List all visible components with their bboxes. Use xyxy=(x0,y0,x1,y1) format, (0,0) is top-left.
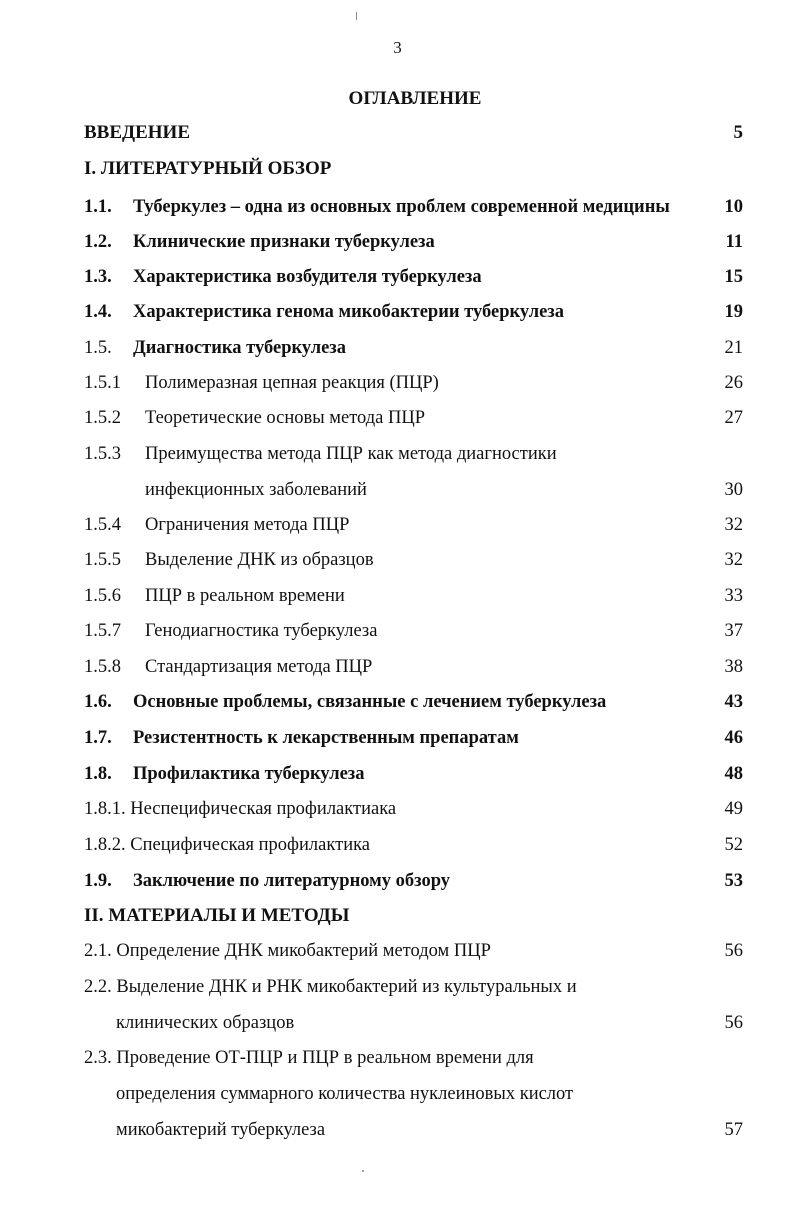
toc-entry-1-4 xyxy=(0,300,795,324)
toc-entry-1-5-1 xyxy=(0,371,795,395)
toc-entry-number: 1.4. xyxy=(84,302,112,322)
toc-entry-1-5-2 xyxy=(0,406,795,430)
toc-entry-text: Генодиагностика туберкулеза xyxy=(145,621,378,641)
toc-entry-page: 52 xyxy=(724,835,743,855)
toc-entry-1-3 xyxy=(0,265,795,289)
toc-entry-section-2 xyxy=(0,904,795,928)
toc-entry-text: 1.8.1. Неспецифическая профилактиака xyxy=(84,799,397,819)
toc-entry-number: 1.5.6 xyxy=(84,586,121,606)
toc-entry-page: 26 xyxy=(724,373,743,393)
toc-entry-text: II. МАТЕРИАЛЫ И МЕТОДЫ xyxy=(84,905,350,926)
toc-entry-page: 33 xyxy=(724,586,743,606)
page-title: ОГЛАВЛЕНИЕ xyxy=(348,88,482,109)
toc-entry-text: Стандартизация метода ПЦР xyxy=(145,657,373,677)
toc-entry-number: 1.5.8 xyxy=(84,657,121,677)
toc-entry-text: Преимущества метода ПЦР как метода диагностики xyxy=(145,444,557,464)
toc-entry-2-2 xyxy=(0,975,795,999)
toc-entry-1-5-8 xyxy=(0,655,795,679)
toc-entry-text: Профилактика туберкулеза xyxy=(133,764,365,784)
toc-entry-number: 1.2. xyxy=(84,232,112,252)
toc-entry-1-8 xyxy=(0,762,795,786)
toc-entry-text: клинических образцов xyxy=(116,1013,295,1033)
toc-entry-text: микобактерий туберкулеза xyxy=(116,1120,326,1140)
toc-entry-number: 1.5.1 xyxy=(84,373,121,393)
toc-entry-text: Выделение ДНК из образцов xyxy=(145,550,374,570)
toc-entry-2-3-cont xyxy=(0,1082,795,1106)
toc-entry-page: 32 xyxy=(724,550,743,570)
toc-entry-1-5 xyxy=(0,336,795,360)
toc-entry-1-5-6 xyxy=(0,584,795,608)
toc-entry-page: 11 xyxy=(725,232,743,252)
toc-entry-2-3 xyxy=(0,1046,795,1070)
toc-entry-1-7 xyxy=(0,726,795,750)
toc-entry-page: 48 xyxy=(724,764,743,784)
toc-entry-1-5-3 xyxy=(0,442,795,466)
toc-entry-page: 56 xyxy=(724,941,743,961)
toc-entry-1-1 xyxy=(0,195,795,219)
toc-entry-text: 1.8.2. Специфическая профилактика xyxy=(84,835,371,855)
page-number: 3 xyxy=(393,38,402,57)
toc-entry-text: Клинические признаки туберкулеза xyxy=(133,232,435,252)
toc-entry-page: 43 xyxy=(724,692,743,712)
toc-entry-number: 1.5.2 xyxy=(84,408,121,428)
toc-entry-page: 19 xyxy=(724,302,743,322)
toc-entry-page: 30 xyxy=(724,480,743,500)
toc-entry-page: 49 xyxy=(724,799,743,819)
toc-entry-text: 2.3. Проведение ОТ-ПЦР и ПЦР в реальном времени для xyxy=(84,1048,534,1068)
toc-entry-text: Полимеразная цепная реакция (ПЦР) xyxy=(145,373,439,393)
toc-entry-2-2-cont xyxy=(0,1011,795,1035)
toc-entry-number: 1.8. xyxy=(84,764,112,784)
toc-entry-page: 37 xyxy=(724,621,743,641)
toc-entry-1-5-7 xyxy=(0,619,795,643)
toc-entry-number: 1.6. xyxy=(84,692,112,712)
toc-entry-introduction xyxy=(0,121,795,145)
toc-entry-text: Резистентность к лекарственным препаратам xyxy=(133,728,519,748)
toc-entry-page: 32 xyxy=(724,515,743,535)
toc-entry-page: 15 xyxy=(724,267,743,287)
toc-entry-1-6 xyxy=(0,690,795,714)
toc-entry-2-1 xyxy=(0,939,795,963)
toc-entry-number: 1.1. xyxy=(84,197,112,217)
toc-entry-1-9 xyxy=(0,869,795,893)
toc-entry-number: 1.7. xyxy=(84,728,112,748)
toc-entry-1-2 xyxy=(0,230,795,254)
toc-entry-text: Туберкулез – одна из основных проблем современной медицины xyxy=(133,197,670,217)
toc-entry-text: I. ЛИТЕРАТУРНЫЙ ОБЗОР xyxy=(84,158,332,179)
toc-entry-1-8-2 xyxy=(0,833,795,857)
toc-entry-text: 2.2. Выделение ДНК и РНК микобактерий из культуральных и xyxy=(84,977,577,997)
toc-entry-text: Характеристика генома микобактерии туберкулеза xyxy=(133,302,564,322)
toc-entry-text: ПЦР в реальном времени xyxy=(145,586,345,606)
toc-entry-2-3-cont2 xyxy=(0,1118,795,1142)
toc-entry-text: Характеристика возбудителя туберкулеза xyxy=(133,267,482,287)
toc-entry-text: инфекционных заболеваний xyxy=(145,480,367,500)
toc-entry-section-1 xyxy=(0,157,795,181)
toc-entry-page: 10 xyxy=(724,197,743,217)
scan-speck xyxy=(362,1170,364,1172)
toc-entry-page: 5 xyxy=(733,122,743,143)
toc-entry-text: Ограничения метода ПЦР xyxy=(145,515,350,535)
toc-entry-page: 38 xyxy=(724,657,743,677)
toc-entry-1-8-1 xyxy=(0,797,795,821)
toc-entry-number: 1.5.5 xyxy=(84,550,121,570)
toc-entry-page: 27 xyxy=(724,408,743,428)
toc-entry-text: Теоретические основы метода ПЦР xyxy=(145,408,426,428)
toc-entry-number: 1.5.3 xyxy=(84,444,121,464)
toc-entry-text: Заключение по литературному обзору xyxy=(133,871,451,891)
toc-entry-number: 1.5.4 xyxy=(84,515,121,535)
toc-entry-text: 2.1. Определение ДНК микобактерий методом ПЦР xyxy=(84,941,491,961)
toc-entry-1-5-3-cont xyxy=(0,478,795,502)
toc-entry-1-5-5 xyxy=(0,548,795,572)
scan-speck xyxy=(356,12,357,20)
toc-entry-number: 1.5.7 xyxy=(84,621,121,641)
toc-entry-page: 56 xyxy=(724,1013,743,1033)
toc-entry-page: 46 xyxy=(724,728,743,748)
toc-entry-text: определения суммарного количества нуклеиновых кислот xyxy=(116,1084,574,1104)
toc-entry-text: ВВЕДЕНИЕ xyxy=(84,122,190,143)
toc-entry-text: Основные проблемы, связанные с лечением туберкулеза xyxy=(133,692,607,712)
toc-entry-page: 21 xyxy=(724,338,743,358)
toc-entry-number: 1.5. xyxy=(84,338,112,358)
toc-entry-1-5-4 xyxy=(0,513,795,537)
toc-entry-number: 1.9. xyxy=(84,871,112,891)
toc-entry-page: 53 xyxy=(724,871,743,891)
toc-entry-page: 57 xyxy=(724,1120,743,1140)
toc-entry-number: 1.3. xyxy=(84,267,112,287)
toc-entry-text: Диагностика туберкулеза xyxy=(133,338,346,358)
